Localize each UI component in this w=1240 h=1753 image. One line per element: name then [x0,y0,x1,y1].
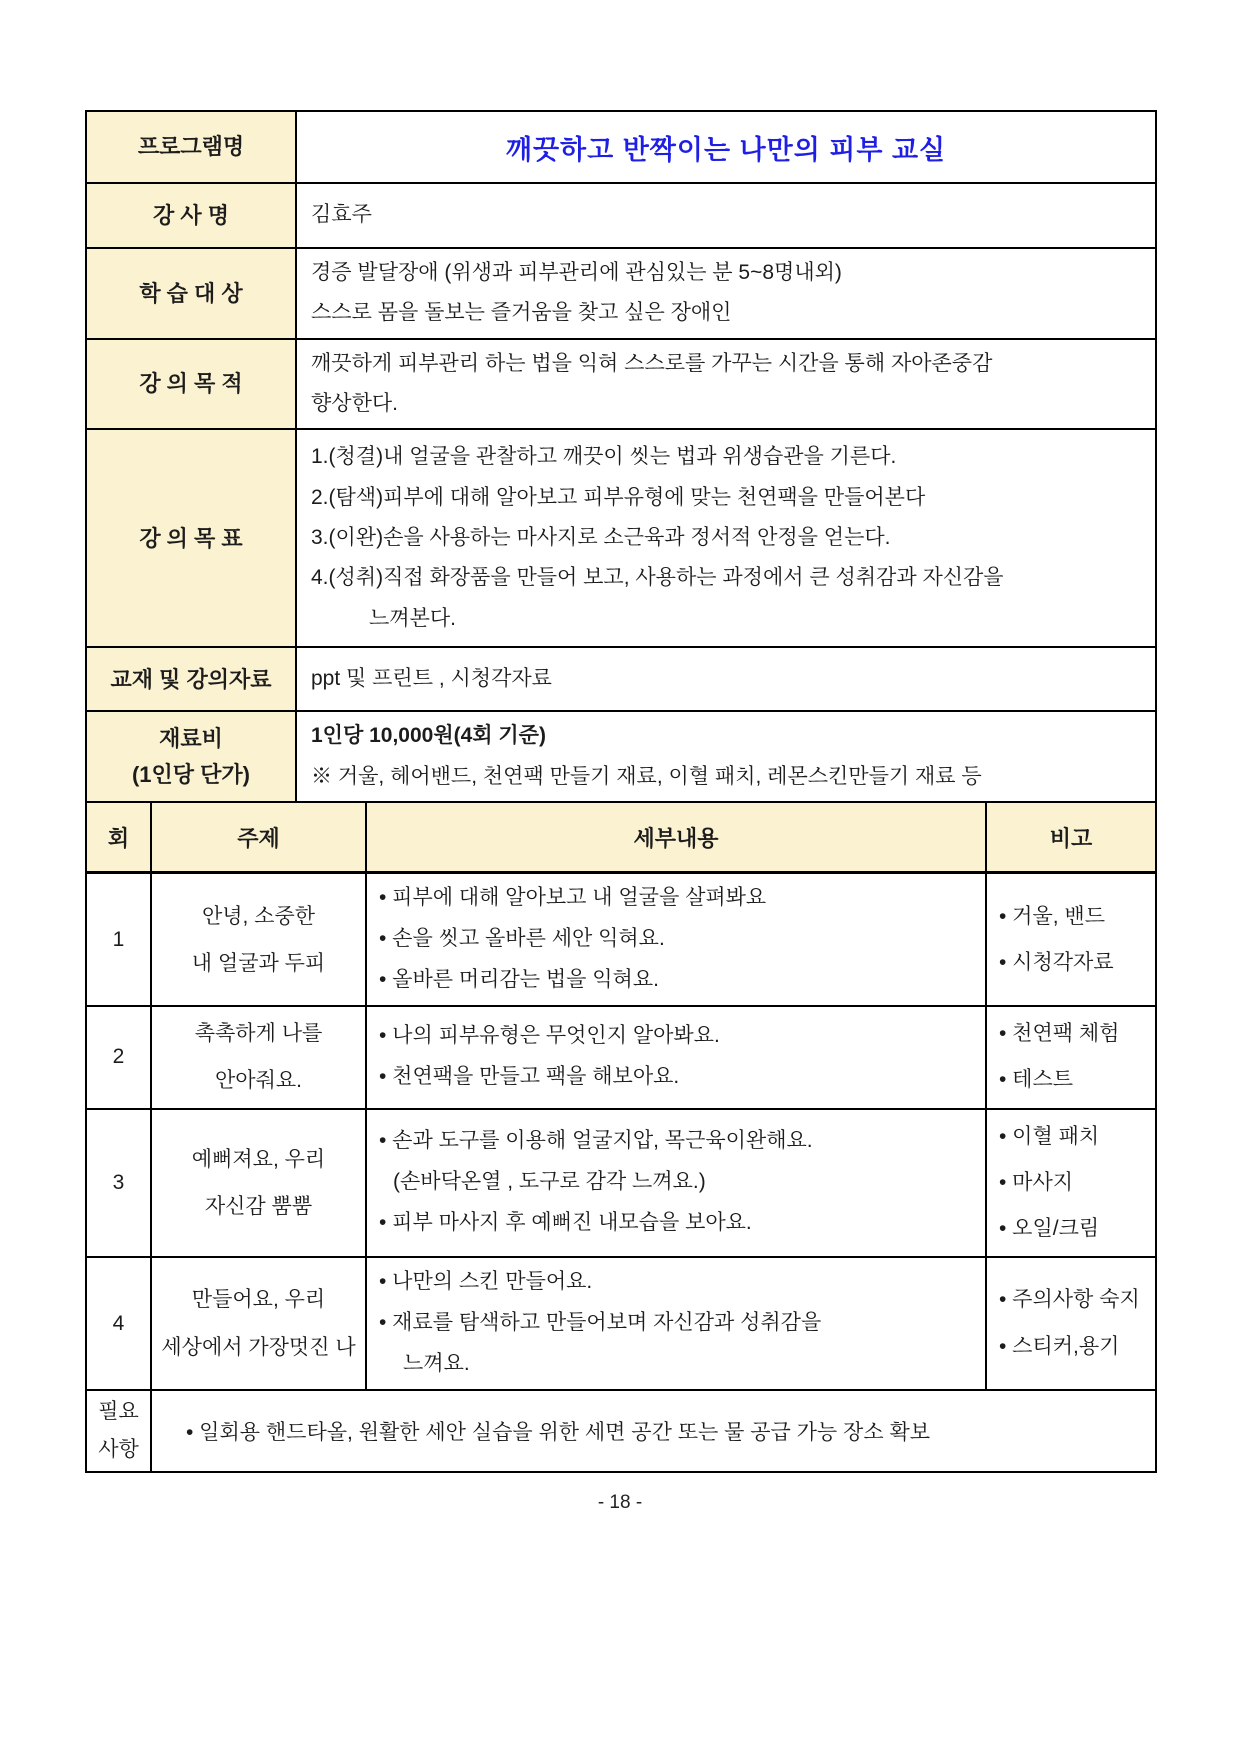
instructor-name: 김효주 [296,183,1156,248]
schedule-table [85,801,1157,1473]
cost-label [86,711,296,802]
session-2-note-1: • 천연팩 체험 [999,1022,1120,1046]
session-3-note-1: • 이혈 패치 [999,1124,1100,1148]
materials-label: 교재 및 강의자료 [86,647,296,711]
target-line-1: 경증 발달장애 (위생과 피부관리에 관심있는 분 5~8명내외) [311,261,842,284]
session-3-detail-1: • 손과 도구를 이용해 얼굴지압, 목근육이완해요. [379,1129,813,1153]
session-2-note-2: • 테스트 [999,1068,1074,1092]
session-1-topic-line-1: 안녕, 소중한 [201,904,316,928]
session-2-topic [151,1006,366,1108]
session-1-note-2: • 시청각자료 [999,950,1114,974]
schedule-header-row [86,802,1156,873]
row-cost [86,711,1156,802]
goal-line-5: 느껴본다. [369,606,456,630]
session-3-detail-2: (손바닥온열 , 도구로 감각 느껴요.) [393,1170,706,1194]
session-row-2 [86,1006,1156,1108]
row-materials [86,647,1156,711]
target-value [296,248,1156,339]
program-info-table [85,110,1157,803]
purpose-label: 강 의 목 적 [86,339,296,430]
session-4-detail-2: • 재료를 탐색하고 만들어보며 자신감과 성취감을 [379,1311,822,1335]
session-row-4 [86,1257,1156,1390]
session-4-topic [151,1257,366,1390]
target-label: 학 습 대 상 [86,248,296,339]
page-number: - 18 - [597,1492,643,1513]
goals-label: 강 의 목 표 [86,429,296,647]
session-4-note-1: • 주의사항 숙지 [999,1288,1140,1312]
program-document [85,110,1155,1473]
instructor-label: 강 사 명 [86,183,296,248]
session-1-topic-line-2: 내 얼굴과 두피 [191,951,326,975]
session-4-topic-line-2: 세상에서 가장멋진 나 [161,1335,356,1359]
requirements-label-line-1: 필요 [98,1399,139,1423]
goal-line-3: 3.(이완)손을 사용하는 마사지로 소근육과 정서적 안정을 얻는다. [311,526,891,550]
session-2-number: 2 [86,1006,151,1108]
requirements-label-line-2: 사항 [98,1437,139,1461]
header-topic: 주제 [151,802,366,873]
cost-note: ※ 거울, 헤어밴드, 천연팩 만들기 재료, 이혈 패치, 레몬스킨만들기 재료 등 [311,764,982,788]
requirements-label [86,1390,151,1472]
session-4-note-2: • 스티커,용기 [999,1334,1120,1358]
session-1-note-1: • 거울, 밴드 [999,904,1105,928]
cost-label-line-1: 재료비 [159,726,223,752]
purpose-line-1: 깨끗하게 피부관리 하는 법을 익혀 스스로를 가꾸는 시간을 통해 자아존중감 [311,351,993,375]
session-4-topic-line-1: 만들어요, 우리 [191,1288,326,1312]
row-target [86,248,1156,339]
session-2-topic-line-2: 안아줘요. [215,1069,302,1093]
session-1-topic [151,873,366,1006]
session-3-details [366,1109,986,1258]
session-2-detail-1: • 나의 피부유형은 무엇인지 알아봐요. [379,1024,720,1048]
session-row-1 [86,873,1156,1006]
row-goals [86,429,1156,647]
goals-value [296,429,1156,647]
session-4-notes [986,1257,1156,1390]
cost-amount: 1인당 10,000원(4회 기준) [311,724,546,748]
session-4-detail-3: 느껴요. [403,1352,470,1375]
session-4-number: 4 [86,1257,151,1390]
requirements-text: • 일회용 핸드타올, 원활한 세안 실습을 위한 세면 공간 또는 물 공급 가능 장소 확보 [151,1390,1156,1472]
session-4-details [366,1257,986,1390]
session-2-notes [986,1006,1156,1108]
program-name-label: 프로그램명 [86,111,296,183]
header-details: 세부내용 [366,802,986,873]
program-title: 깨끗하고 반짝이는 나만의 피부 교실 [296,111,1156,183]
session-3-notes [986,1109,1156,1258]
session-3-note-3: • 오일/크림 [999,1216,1100,1240]
target-line-2: 스스로 몸을 돌보는 즐거움을 찾고 싶은 장애인 [311,301,732,325]
session-3-topic-line-2: 자신감 뿜뿜 [204,1194,313,1218]
cost-label-line-2: (1인당 단가) [131,761,250,787]
header-note: 비고 [986,802,1156,873]
session-row-3 [86,1109,1156,1258]
purpose-line-2: 향상한다. [311,391,398,415]
row-purpose [86,339,1156,430]
purpose-value [296,339,1156,430]
session-2-topic-line-1: 촉촉하게 나를 [194,1022,323,1046]
goal-line-4: 4.(성취)직접 화장품을 만들어 보고, 사용하는 과정에서 큰 성취감과 자신감을 [311,566,1004,590]
materials-value: ppt 및 프린트 , 시청각자료 [296,647,1156,711]
session-2-details [366,1006,986,1108]
row-instructor [86,183,1156,248]
session-1-detail-3: • 올바른 머리감는 법을 익혀요. [379,968,659,992]
goal-line-2: 2.(탐색)피부에 대해 알아보고 피부유형에 맞는 천연팩을 만들어본다 [311,485,926,509]
session-2-detail-2: • 천연팩을 만들고 팩을 해보아요. [379,1065,680,1089]
session-3-detail-3: • 피부 마사지 후 예뻐진 내모습을 보아요. [379,1211,752,1235]
goal-line-1: 1.(청결)내 얼굴을 관찰하고 깨끗이 씻는 법과 위생습관을 기른다. [311,445,897,469]
session-1-detail-2: • 손을 씻고 올바른 세안 익혀요. [379,927,665,951]
session-1-notes [986,873,1156,1006]
session-3-topic-line-1: 예뻐져요, 우리 [191,1147,326,1171]
session-4-detail-1: • 나만의 스킨 만들어요. [379,1270,593,1294]
session-3-number: 3 [86,1109,151,1258]
session-1-number: 1 [86,873,151,1006]
session-1-details [366,873,986,1006]
header-session: 회 [86,802,151,873]
cost-value [296,711,1156,802]
session-3-note-2: • 마사지 [999,1170,1074,1194]
session-1-detail-1: • 피부에 대해 알아보고 내 얼굴을 살펴봐요 [379,886,767,910]
requirements-row [86,1390,1156,1472]
session-3-topic [151,1109,366,1258]
row-program-name [86,111,1156,183]
